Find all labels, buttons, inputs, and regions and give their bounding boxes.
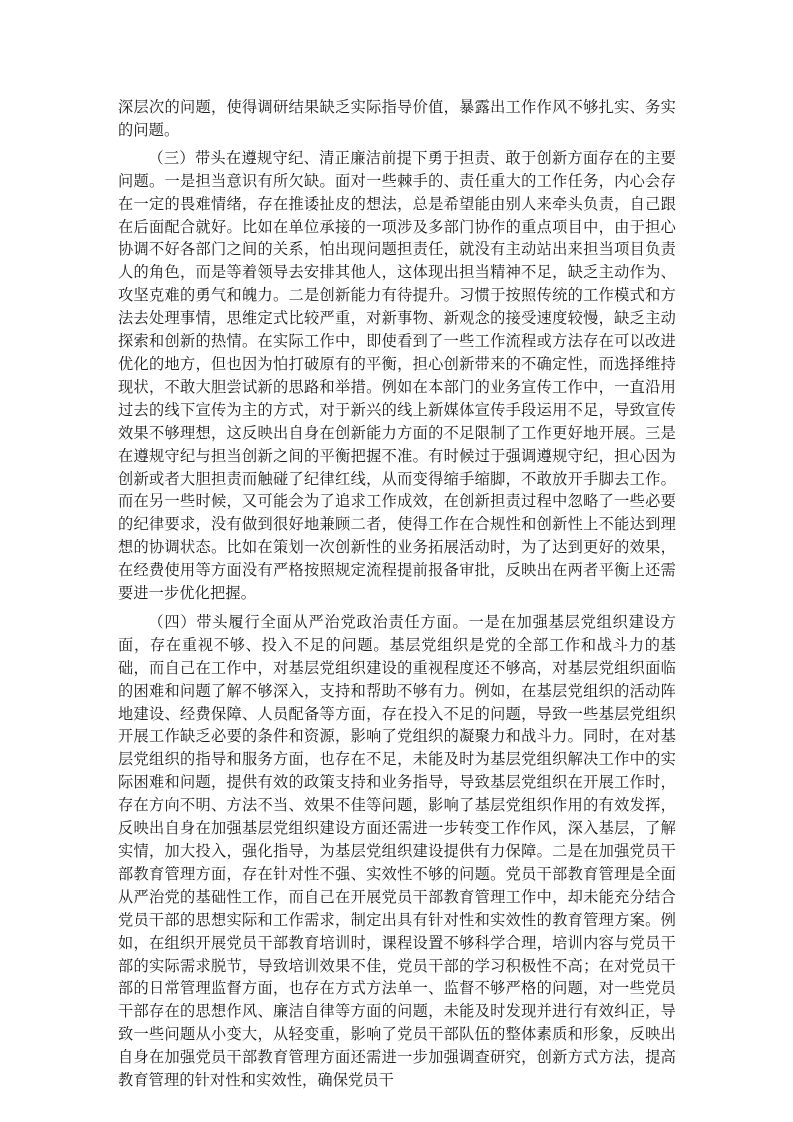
paragraph-section-four: （四）带头履行全面从严治党政治责任方面。一是在加强基层党组织建设方面，存在重视不够、投入不足的问题。基层党组织是党的全部工作和战斗力的基础，而自己在工作中，对基层党组织建设的重视程度还不够高，对基层党组织面临的困难和问题了解不够深入，支持和帮助不够有力。例如，在基层党组织的活动阵地建设、经费保障、人员配备等方面，存在投入不足的问题，导致一些基层党组织开展工作缺乏必要的条件和资源，影响了党组织的凝聚力和战斗力。同时，在对基层党组织的指导和服务方面，也存在不足，未能及时为基层党组织解决工作中的实际困难和问题，提供有效的政策支持和业务指导，导致基层党组织在开展工作时，存在方向不明、方法不当、效果不佳等问题，影响了基层党组织作用的有效发挥，反映出自身在加强基层党组织建设方面还需进一步转变工作作风，深入基层，了解实情，加大投入，强化指导，为基层党组织建设提供有力保障。二是在加强党员干部教育管理方面，存在针对性不强、实效性不够的问题。党员干部教育管理是全面从严治党的基础性工作，而自己在开展党员干部教育管理工作中，却未能充分结合党员干部的思想实际和工作需求，制定出具有针对性和实效性的教育管理方案。例如，在组织开展党员干部教育培训时，课程设置不够科学合理，培训内容与党员干部的实际需求脱节，导致培训效果不佳，党员干部的学习积极性不高；在对党员干部的日常管理监督方面，也存在方式方法单一、监督不够严格的问题，对一些党员干部存在的思想作风、廉洁自律等方面的问题，未能及时发现并进行有效纠正，导致一些问题从小变大，从轻变重，影响了党员干部队伍的整体素质和形象，反映出自身在加强党员干部教育管理方面还需进一步加强调查研究，创新方式方法，提高教育管理的针对性和实效性，确保党员干	[118, 612, 676, 1090]
document-body	[118, 96, 676, 1097]
paragraph-continuation: 深层次的问题，使得调研结果缺乏实际指导价值，暴露出工作作风不够扎实、务实的问题。	[118, 98, 676, 139]
paragraph-section-three: （三）带头在遵规守纪、清正廉洁前提下勇于担责、敢于创新方面存在的主要问题。一是担当意识有所欠缺。面对一些棘手的、责任重大的工作任务，内心会存在一定的畏难情绪，存在推诿扯皮的想法，总是希望能由别人来牵头负责，自己跟在后面配合就好。比如在单位承接的一项涉及多部门协作的重点项目中，由于担心协调不好各部门之间的关系，怕出现问题担责任，就没有主动站出来担当项目负责人的角色，而是等着领导去安排其他人，这体现出担当精神不足，缺乏主动作为、攻坚克难的勇气和魄力。二是创新能力有待提升。习惯于按照传统的工作模式和方法去处理事情，思维定式比较严重，对新事物、新观念的接受速度较慢，缺乏主动探索和创新的热情。在实际工作中，即使看到了一些工作流程或方法存在可以改进优化的地方，但也因为怕打破原有的平衡，担心创新带来的不确定性，而选择维持现状，不敢大胆尝试新的思路和举措。例如在本部门的业务宣传工作中，一直沿用过去的线下宣传为主的方式，对于新兴的线上新媒体宣传手段运用不足，导致宣传效果不够理想，这反映出自身在创新能力方面的不足限制了工作更好地开展。三是在遵规守纪与担当创新之间的平衡把握不准。有时候过于强调遵规守纪，担心因为创新或者大胆担责而触碰了纪律红线，从而变得缩手缩脚，不敢放开手脚去工作。而在另一些时候，又可能会为了追求工作成效，在创新担责过程中忽略了一些必要的纪律要求，没有做到很好地兼顾二者，使得工作在合规性和创新性上不能达到理想的协调状态。比如在策划一次创新性的业务拓展活动时，为了达到更好的效果，在经费使用等方面没有严格按照规定流程提前报备审批，反映出在两者平衡上还需要进一步优化把握。	[118, 148, 676, 603]
